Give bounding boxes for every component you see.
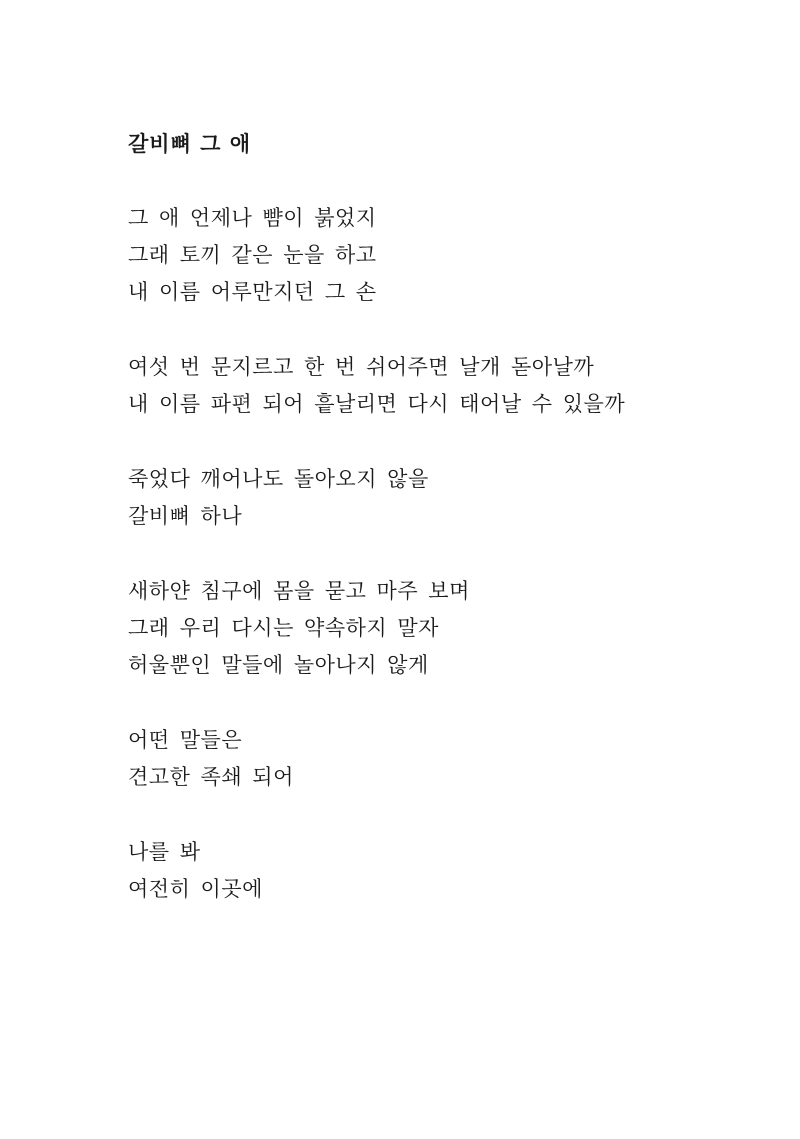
poem-title: 갈비뼈 그 애 [128,132,252,156]
poem-line: 죽었다 깨어나도 돌아오지 않을 [128,467,429,491]
poem-line: 나를 봐 [128,840,201,864]
poem-line: 내 이름 파편 되어 흩날리면 다시 태어날 수 있을까 [128,392,626,416]
stanza [128,573,470,684]
poem-line: 견고한 족쇄 되어 [128,765,294,789]
poem-line: 어떤 말들은 [128,728,243,752]
poem-line: 여섯 번 문지르고 한 번 쉬어주면 날개 돋아날까 [128,355,595,379]
poem-line: 여전히 이곳에 [128,877,263,901]
stanza [128,461,429,535]
stanza [128,834,263,908]
poem-line: 내 이름 어루만지던 그 손 [128,280,377,304]
stanza [128,349,625,423]
poem-line: 그 애 언제나 뺨이 붉었지 [128,206,377,230]
poem-line: 허울뿐인 말들에 놀아나지 않게 [128,653,429,677]
poem-line: 갈비뼈 하나 [128,504,243,528]
poem-line: 그래 우리 다시는 약속하지 말자 [128,616,439,640]
poem-line: 새하얀 침구에 몸을 묻고 마주 보며 [128,579,470,603]
stanza [128,200,377,311]
stanza [128,722,294,796]
poem-line: 그래 토끼 같은 눈을 하고 [128,243,377,267]
